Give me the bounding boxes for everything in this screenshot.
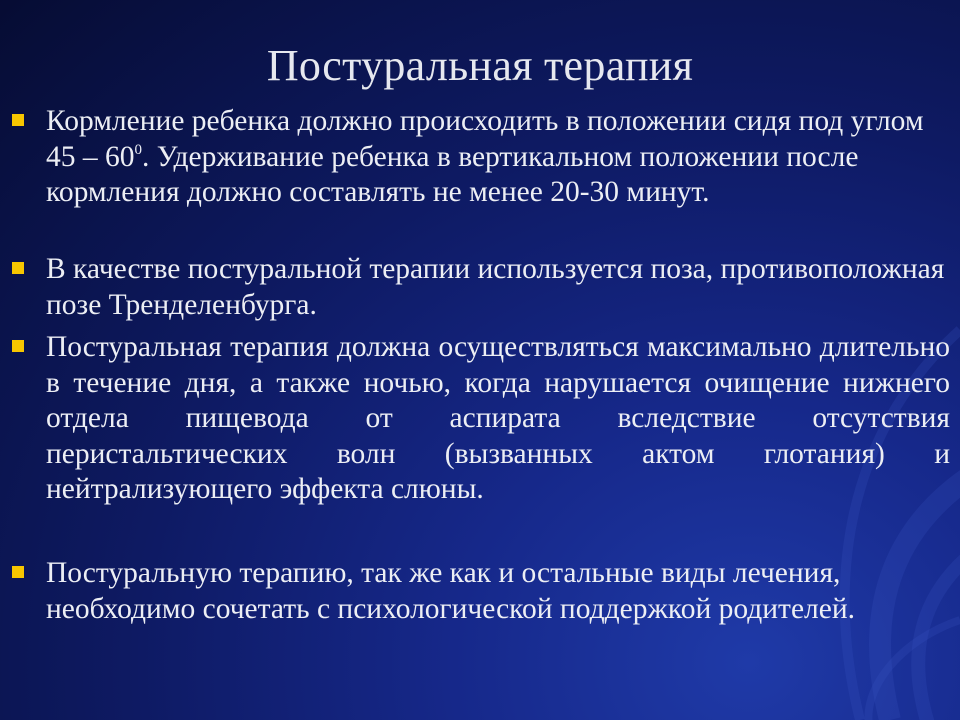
square-bullet-icon [12,262,24,274]
bullet-item-3 [46,330,950,508]
bullet-3-text: Постуральная терапия должна осуществляться максимально длительно в течение дня, а также ночью, когда нарушается очищение нижнего отдела пищевода от аспирата вследствие отсутствия перистальтических волн (вызванных актом глотания) и нейтрализующего эффекта слюны. [46,331,950,505]
bullet-item-1 [46,104,950,211]
bullet-1-superscript: 0 [134,141,142,158]
bullet-1-text-rest: . Удерживание ребенка в вертикальном положении после кормления должно составлять не менее 20-30 минут. [46,140,859,208]
slide-title: Постуральная терапия [266,41,694,90]
square-bullet-icon [12,340,24,352]
bullet-2-text: В качестве постуральной терапии используется поза, противоположная позе Тренделенбурга. [46,253,945,321]
bullet-item-2 [46,252,950,323]
square-bullet-icon [12,566,24,578]
square-bullet-icon [12,114,24,126]
bullet-1-text: Кормление ребенка должно происходить в положении сидя под углом 45 – 60 [46,105,924,173]
bullet-item-4 [46,556,950,627]
bullet-4-text: Постуральную терапию, так же как и остальные виды лечения, необходимо сочетать с психологической поддержкой родителей. [46,557,856,625]
